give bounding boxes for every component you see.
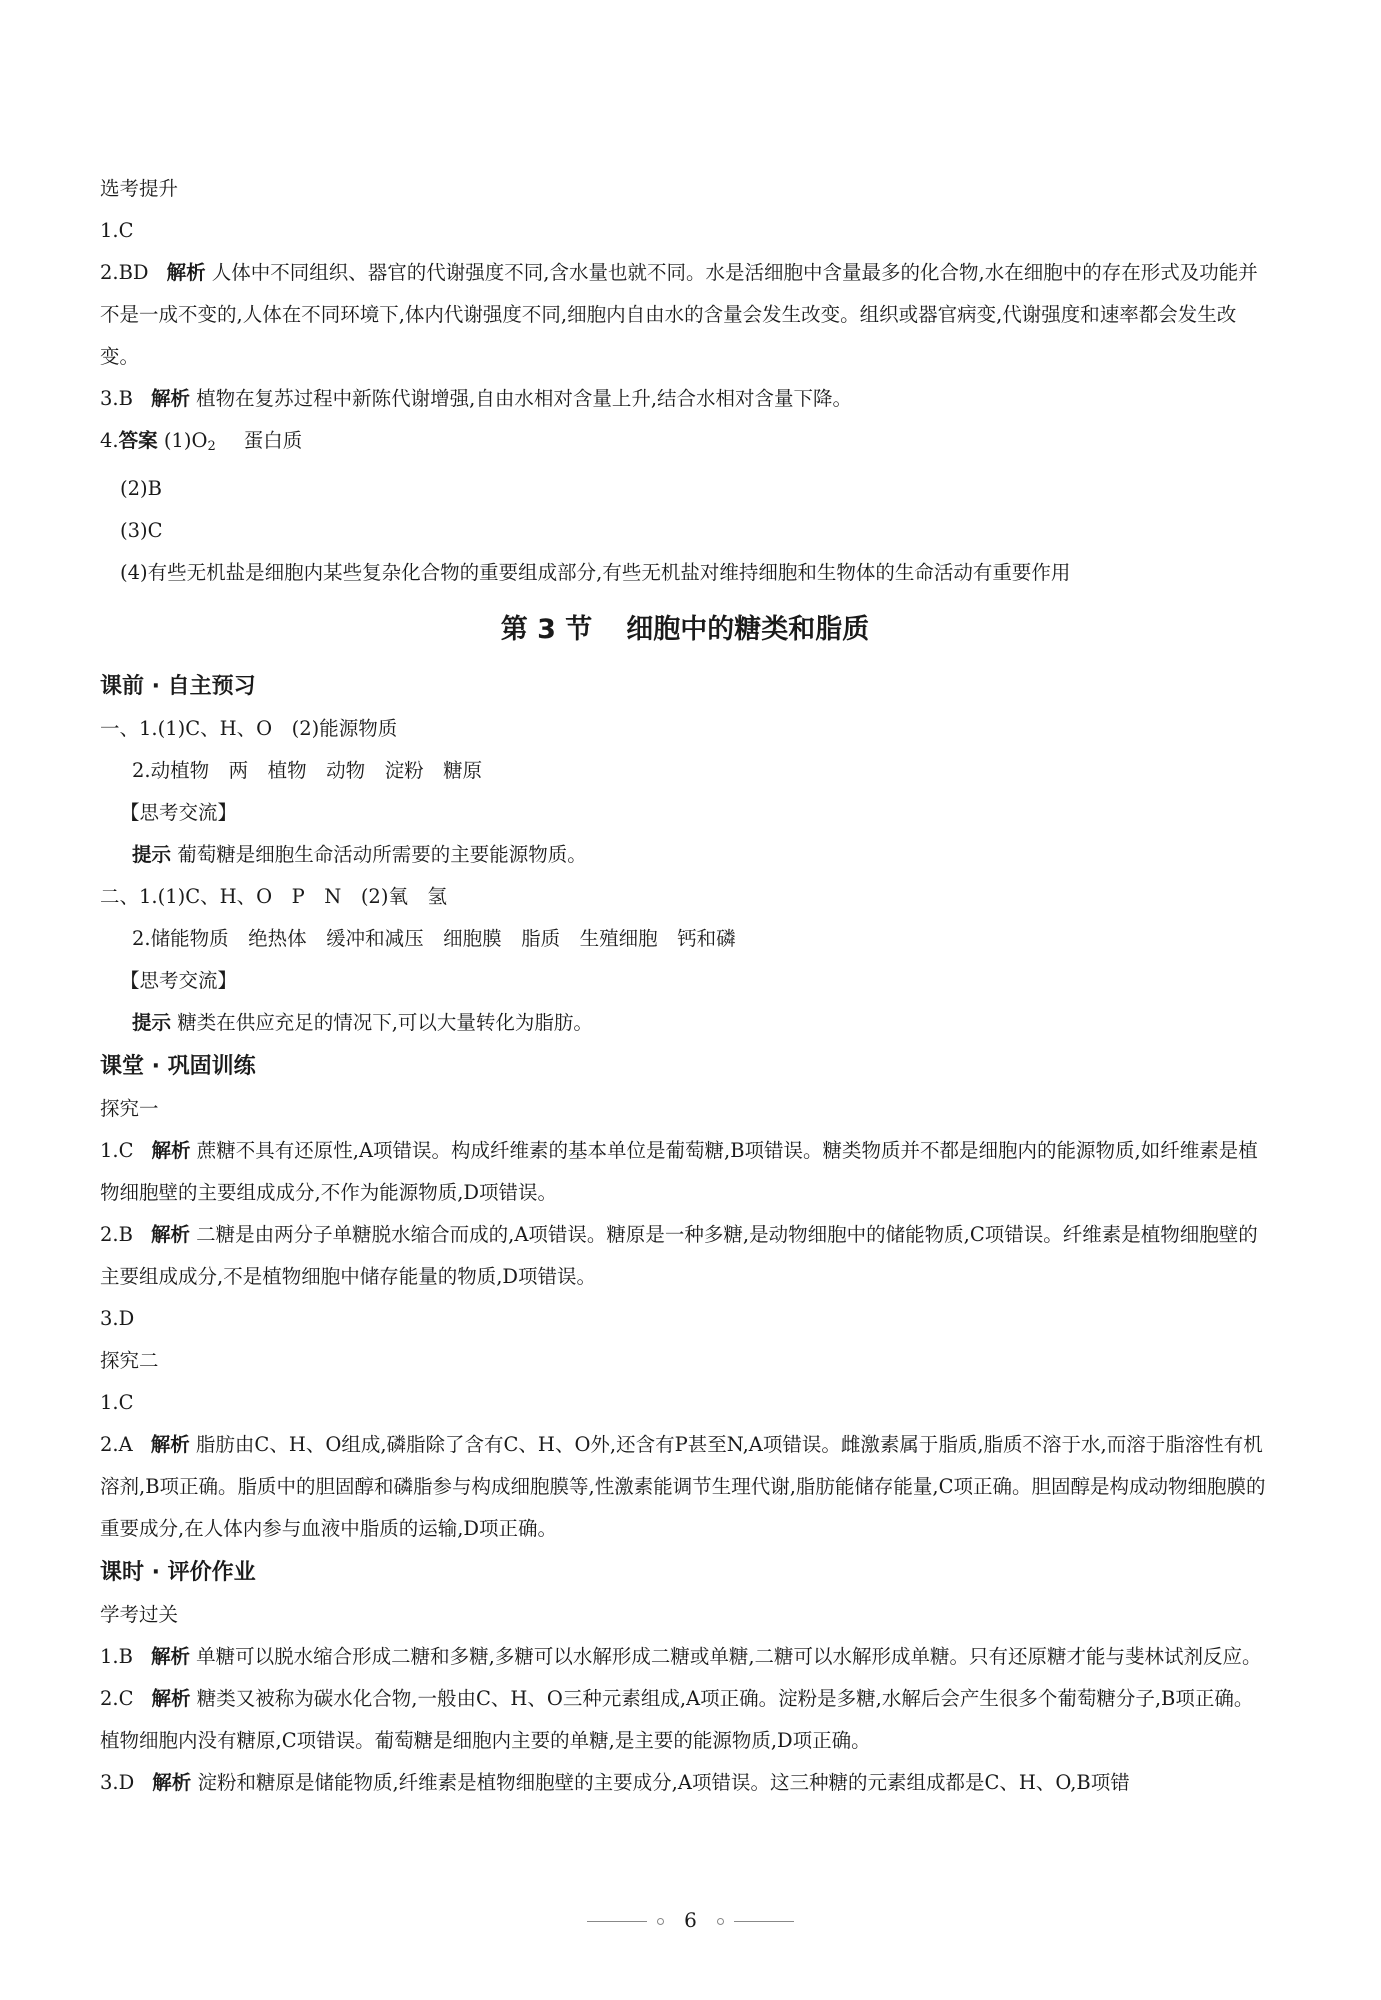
analysis-tag: 解析 xyxy=(150,1223,190,1246)
answer-item xyxy=(100,1678,1270,1762)
answer-item xyxy=(100,1762,1270,1804)
analysis-text: 植物在复苏过程中新陈代谢增强,自由水相对含量上升,结合水相对含量下降。 xyxy=(196,387,853,410)
hint-line xyxy=(100,834,1270,876)
analysis-tag: 解析 xyxy=(150,1645,190,1668)
answer-number: 1.C xyxy=(100,219,134,242)
think-label: 【思考交流】 xyxy=(120,969,238,992)
answer-part: (1)O xyxy=(163,429,208,452)
answer-item xyxy=(100,378,1270,420)
page-footer xyxy=(0,1908,1381,1932)
analysis-tag: 解析 xyxy=(152,1771,192,1794)
footer-rule-left xyxy=(587,1921,647,1922)
answer-item xyxy=(100,210,1270,252)
answer-number: 4. xyxy=(100,429,119,452)
answer-item xyxy=(100,252,1270,378)
analysis-tag: 解析 xyxy=(150,1433,190,1456)
answer-item xyxy=(100,1382,1270,1424)
answer-number: 2.B xyxy=(100,1223,133,1246)
answer-tag: 答案 xyxy=(118,429,158,452)
analysis-tag: 解析 xyxy=(151,1687,191,1710)
chapter-number: 第 3 节 xyxy=(500,614,593,645)
answer-line: 一、1.(1)C、H、O (2)能源物质 xyxy=(100,717,398,740)
subsection-label: 探究一 xyxy=(100,1097,159,1120)
analysis-text: 淀粉和糖原是储能物质,纤维素是植物细胞壁的主要成分,A项错误。这三种糖的元素组成都是C、H、O,B项错 xyxy=(197,1771,1130,1794)
answer-line: 2.动植物 两 植物 动物 淀粉 糖原 xyxy=(132,759,483,782)
answer-number: 1.B xyxy=(100,1645,133,1668)
answer-number: 1.C xyxy=(100,1139,134,1162)
footer-dot-right xyxy=(717,1918,724,1925)
answer-line: 2.储能物质 绝热体 缓冲和减压 细胞膜 脂质 生殖细胞 钙和磷 xyxy=(132,927,736,950)
subsection-label: 探究二 xyxy=(100,1349,159,1372)
section-heading: 课时 · 评价作业 xyxy=(100,1560,256,1585)
footer-rule-right xyxy=(734,1921,794,1922)
section-heading: 课堂 · 巩固训练 xyxy=(100,1054,256,1079)
subscript: 2 xyxy=(207,439,216,454)
analysis-text: 人体中不同组织、器官的代谢强度不同,含水量也就不同。水是活细胞中含量最多的化合物,水在细胞中的存在形式及功能并不是一成不变的,人体在不同环境下,体内代谢强度不同,细胞内自由水的含量会发生改变。组织或器官病变,代谢强度和速率都会发生改变。 xyxy=(100,261,1258,368)
chapter-name: 细胞中的糖类和脂质 xyxy=(626,614,870,645)
analysis-tag: 解析 xyxy=(151,1139,191,1162)
hint-tag: 提示 xyxy=(132,1011,172,1034)
answer-part: (2)B xyxy=(120,477,162,500)
analysis-tag: 解析 xyxy=(166,261,206,284)
label-xuankao: 选考提升 xyxy=(100,177,179,200)
answer-item xyxy=(100,1298,1270,1340)
subsection-label: 学考过关 xyxy=(100,1603,179,1626)
analysis-text: 脂肪由C、H、O组成,磷脂除了含有C、H、O外,还含有P甚至N,A项错误。雌激素属于脂质,脂质不溶于水,而溶于脂溶性有机溶剂,B项正确。脂质中的胆固醇和磷脂参与构成细胞膜等,性激素能调节生理代谢,脂肪能储存能量,C项正确。胆固醇是构成动物细胞膜的重要成分,在人体内参与血液中脂质的运输,D项正确。 xyxy=(100,1433,1266,1540)
answer-item xyxy=(100,1424,1270,1550)
footer-dot-left xyxy=(657,1918,664,1925)
answer-line: 二、1.(1)C、H、O P N (2)氧 氢 xyxy=(100,885,447,908)
analysis-text: 蔗糖不具有还原性,A项错误。构成纤维素的基本单位是葡萄糖,B项错误。糖类物质并不都是细胞内的能源物质,如纤维素是植物细胞壁的主要组成成分,不作为能源物质,D项错误。 xyxy=(100,1139,1258,1204)
chapter-title xyxy=(100,600,1270,660)
analysis-text: 单糖可以脱水缩合形成二糖和多糖,多糖可以水解形成二糖或单糖,二糖可以水解形成单糖。只有还原糖才能与斐林试剂反应。 xyxy=(196,1645,1262,1668)
answer-item xyxy=(100,1636,1270,1678)
hint-text: 糖类在供应充足的情况下,可以大量转化为脂肪。 xyxy=(177,1011,593,1034)
answer-part: (4)有些无机盐是细胞内某些复杂化合物的重要组成部分,有些无机盐对维持细胞和生物体的生命活动有重要作用 xyxy=(120,561,1071,584)
analysis-text: 二糖是由两分子单糖脱水缩合而成的,A项错误。糖原是一种多糖,是动物细胞中的储能物质,C项错误。纤维素是植物细胞壁的主要组成成分,不是植物细胞中储存能量的物质,D项错误。 xyxy=(100,1223,1258,1288)
answer-number: 2.BD xyxy=(100,261,149,284)
analysis-text: 糖类又被称为碳水化合物,一般由C、H、O三种元素组成,A项正确。淀粉是多糖,水解后会产生很多个葡萄糖分子,B项正确。植物细胞内没有糖原,C项错误。葡萄糖是细胞内主要的单糖,是主要的能源物质,D项正确。 xyxy=(100,1687,1254,1752)
answer-number: 3.D xyxy=(100,1307,135,1330)
hint-tag: 提示 xyxy=(132,843,172,866)
hint-line xyxy=(100,1002,1270,1044)
answer-part: (3)C xyxy=(120,519,163,542)
answer-page xyxy=(100,168,1270,1804)
analysis-tag: 解析 xyxy=(150,387,190,410)
answer-number: 3.D xyxy=(100,1771,135,1794)
section-heading: 课前 · 自主预习 xyxy=(100,674,256,699)
answer-part: 蛋白质 xyxy=(243,429,303,452)
answer-item xyxy=(100,420,1270,468)
think-label: 【思考交流】 xyxy=(120,801,238,824)
answer-item xyxy=(100,1214,1270,1298)
answer-item xyxy=(100,1130,1270,1214)
answer-number: 3.B xyxy=(100,387,133,410)
answer-number: 2.A xyxy=(100,1433,133,1456)
hint-text: 葡萄糖是细胞生命活动所需要的主要能源物质。 xyxy=(177,843,587,866)
page-number: 6 xyxy=(684,1908,697,1932)
answer-number: 2.C xyxy=(100,1687,134,1710)
answer-number: 1.C xyxy=(100,1391,134,1414)
